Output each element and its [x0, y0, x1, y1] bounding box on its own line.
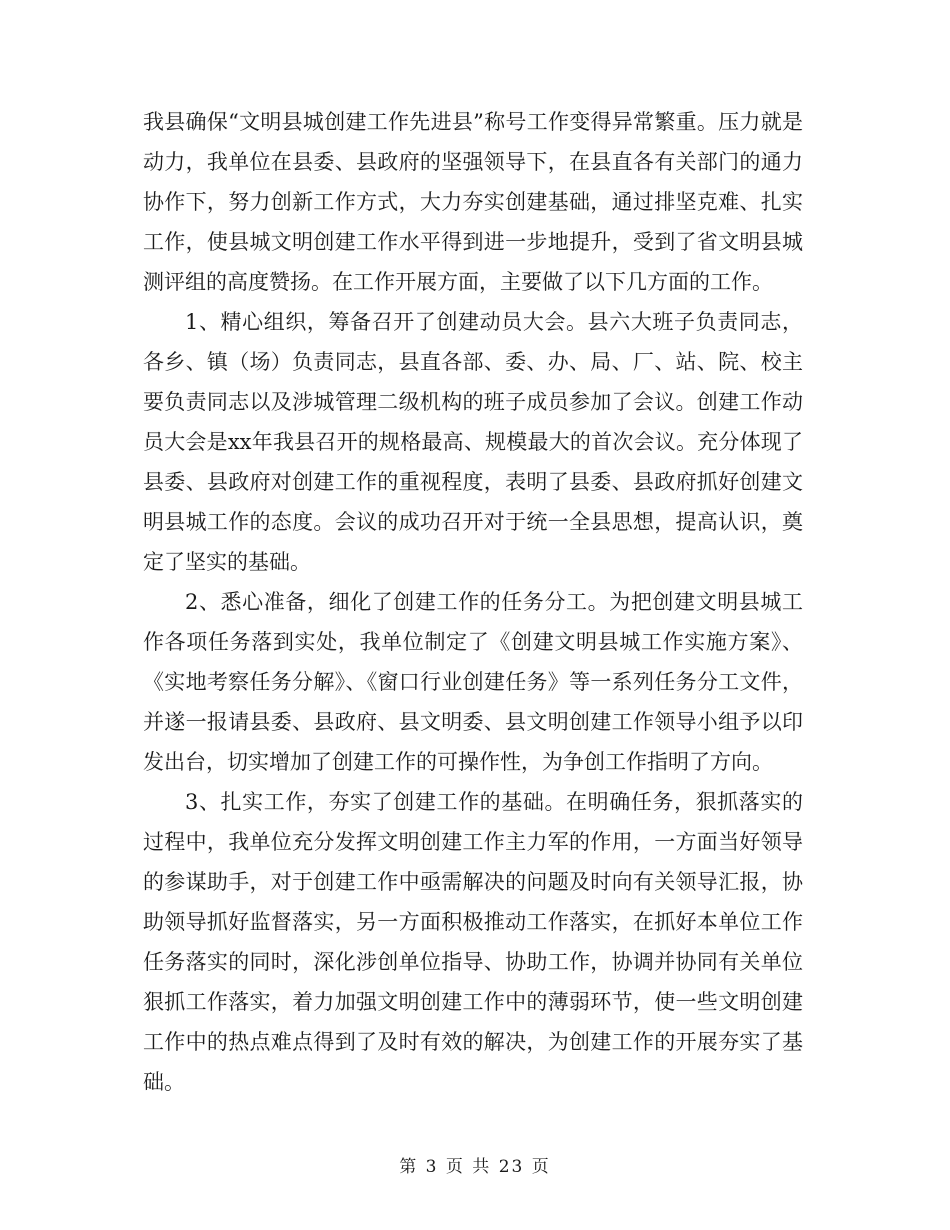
paragraph-continuation: 我县确保“文明县城创建工作先进县”称号工作变得异常繁重。压力就是动力，我单位在县委、县政府的坚强领导下，在县直各有关部门的通力协作下，努力创新工作方式，大力夯实创建基础，通过排坚克难、扎实工作，使县城文明创建工作水平得到进一步地提升，受到了省文明县城测评组的高度赞扬。在工作开展方面，主要做了以下几方面的工作。	[143, 110, 803, 294]
paragraph-item-1: 1、精心组织，筹备召开了创建动员大会。县六大班子负责同志，各乡、镇（场）负责同志，县直各部、委、办、局、厂、站、院、校主要负责同志以及涉城管理二级机构的班子成员参加了会议。创建工作动员大会是xx年我县召开的规格最高、规模最大的首次会议。充分体现了县委、县政府对创建工作的重视程度，表明了县委、县政府抓好创建文明县城工作的态度。会议的成功召开对于统一全县思想，提高认识，奠定了坚实的基础。	[143, 310, 803, 574]
page-number-footer: 第 3 页 共 23 页	[399, 1157, 551, 1177]
document-body	[143, 102, 803, 1102]
paragraph-item-3: 3、扎实工作，夯实了创建工作的基础。在明确任务，狠抓落实的过程中，我单位充分发挥文明创建工作主力军的作用，一方面当好领导的参谋助手，对于创建工作中亟需解决的问题及时向有关领导汇报，协助领导抓好监督落实，另一方面积极推动工作落实，在抓好本单位工作任务落实的同时，深化涉创单位指导、协助工作，协调并协同有关单位狠抓工作落实，着力加强文明创建工作中的薄弱环节，使一些文明创建工作中的热点难点得到了及时有效的解决，为创建工作的开展夯实了基础。	[143, 790, 803, 1094]
paragraph-item-2: 2、悉心准备，细化了创建工作的任务分工。为把创建文明县城工作各项任务落到实处，我单位制定了《创建文明县城工作实施方案》、《实地考察任务分解》、《窗口行业创建任务》等一系列任务分工文件，并遂一报请县委、县政府、县文明委、县文明创建工作领导小组予以印发出台，切实增加了创建工作的可操作性，为争创工作指明了方向。	[143, 590, 803, 774]
